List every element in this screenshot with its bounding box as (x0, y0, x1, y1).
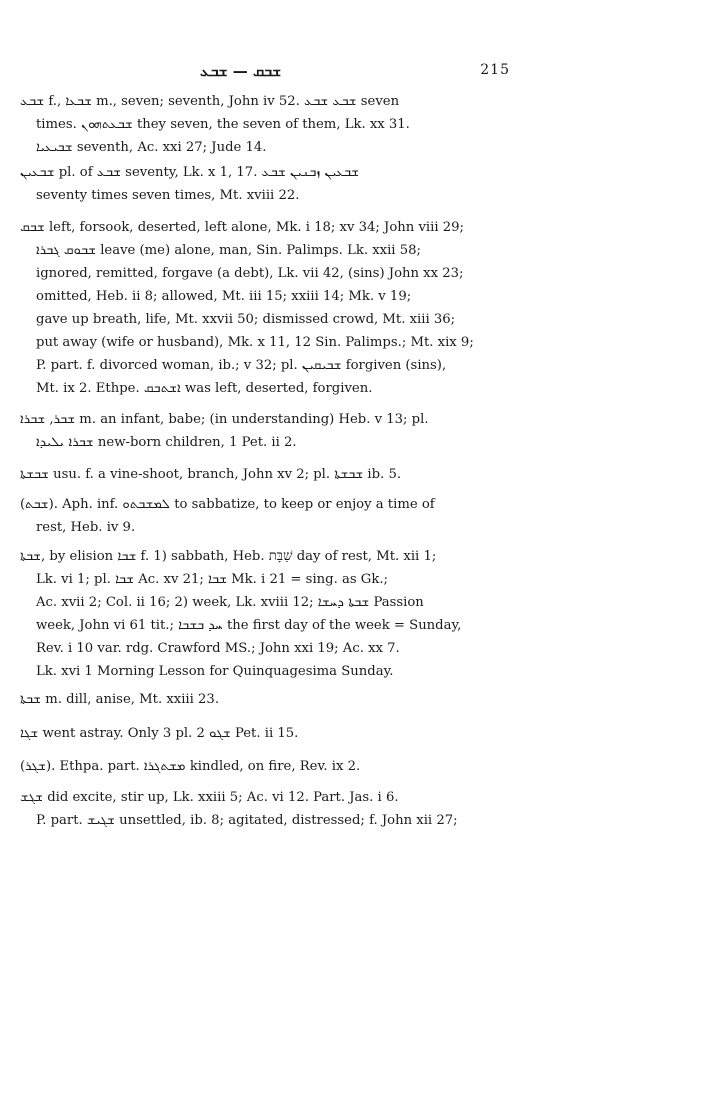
entry-line: ܫܒܥ f., ܫܒܥܐ m., seven; seventh, John iv 52. ܫܒܥ ܫܒܥ seven (20, 94, 400, 109)
entry-line: times. ܫܒܥܬܗܘܢ they seven, the seven of them, Lk. xx 31. (36, 117, 410, 132)
entry-seven (20, 90, 510, 159)
entry-line: (ܫܒܬ). Aph. inf. ܠܡܫܒܬܘ to sabbatize, to keep or enjoy a time of (20, 497, 435, 512)
entry-line: ܫܓܐ went astray. Only 3 pl. ܫܓܘ 2 Pet. ii 15. (20, 726, 299, 741)
entry-went-astray (20, 722, 510, 745)
entry-line: put away (wife or husband), Mk. x 11, 12 Sin. Palimps.; Mt. xix 9; (36, 335, 474, 350)
entry-dill (20, 688, 510, 711)
entry-left-forsook (20, 216, 510, 400)
entry-seventy (20, 161, 510, 207)
entry-line: ܫܒܩ left, forsook, deserted, left alone, Mk. i 18; xv 34; John viii 29; (20, 220, 464, 235)
entry-line: week, John vi 61 tit.; ܚܕ ܒܫܒܐ the first day of the week = Sunday, (36, 618, 462, 633)
entry-line: Rev. i 10 var. rdg. Crawford MS.; John xxi 19; Ac. xx 7. (36, 641, 400, 656)
entry-excite (20, 786, 510, 832)
page-number: 215 (480, 62, 510, 78)
entry-line: (ܫܓܪ). Ethpa. part. ܡܫܬܓܪܐ kindled, on fire, Rev. ix 2. (20, 759, 361, 774)
entry-line: ܫܒܝܥܝܐ seventh, Ac. xxi 27; Jude 14. (36, 140, 267, 155)
entry-line: Mt. ix 2. Ethpe. ܐܫܬܒܩ was left, deserted, forgiven. (36, 381, 373, 396)
entry-line: seventy times seven times, Mt. xviii 22. (36, 188, 300, 203)
entry-line: P. part. ܫܓܝܫ unsettled, ib. 8; agitated, distressed; f. John xii 27; (36, 813, 458, 828)
entry-infant (20, 408, 510, 454)
running-header (200, 62, 510, 80)
entry-line: P. part. f. divorced woman, ib.; v 32; pl. ܫܒܝܩܝܢ forgiven (sins), (36, 358, 447, 373)
entry-line: ܫܒܥܝܢ pl. of ܫܒܥ seventy, Lk. x 1, 17. ܫܒܥܝܢ ܙܒܢܝܢ ܫܒܥ (20, 165, 360, 180)
entry-line: ܫܒܪ, ܫܒܪܐ m. an infant, babe; (in understanding) Heb. v 13; pl. (20, 412, 429, 427)
entry-line: ܫܒܬܐ m. dill, anise, Mt. xxiii 23. (20, 692, 220, 707)
entry-line: omitted, Heb. ii 8; allowed, Mt. iii 15; xxiii 14; Mk. v 19; (36, 289, 412, 304)
entry-line: Ac. xvii 2; Col. ii 16; 2) week, Lk. xviii 12; ܫܒܬܐ ܕܚܫܐ Passion (36, 595, 424, 610)
entry-vine-shoot (20, 463, 510, 486)
entry-kindled (20, 755, 510, 778)
entry-line: ܫܒܫܬܐ usu. f. a vine-shoot, branch, John xv 2; pl. ܫܒܫܬܐ ib. 5. (20, 467, 402, 482)
entry-sabbath (20, 545, 510, 683)
entry-line: Lk. vi 1; pl. ܫܒܐ Ac. xv 21; ܫܒܐ Mk. i 21 = sing. as Gk.; (36, 572, 388, 587)
entry-line: ܫܓܫ did excite, stir up, Lk. xxiii 5; Ac. vi 12. Part. Jas. i 6. (20, 790, 399, 805)
running-head-word: ܫܒܩ — ܫܒܥ (200, 62, 282, 80)
entry-line: ܫܒܬܐ, by elision ܫܒܐ f. 1) sabbath, Heb. שַׁבָּת day of rest, Mt. xii 1; (20, 549, 437, 564)
entry-line: Lk. xvi 1 Morning Lesson for Quinquagesima Sunday. (36, 664, 394, 679)
entry-line: ܫܒܪܐ ܝܠܝܕܐ new-born children, 1 Pet. ii 2. (36, 435, 297, 450)
entry-line: rest, Heb. iv 9. (36, 520, 136, 535)
entry-line: ܫܒܘܩ ܓܒܪܐ leave (me) alone, man, Sin. Palimps. Lk. xxii 58; (36, 243, 421, 258)
entry-line: gave up breath, life, Mt. xxvii 50; dismissed crowd, Mt. xiii 36; (36, 312, 456, 327)
entry-sabbatize (20, 493, 510, 539)
entry-line: ignored, remitted, forgave (a debt), Lk. vii 42, (sins) John xx 23; (36, 266, 464, 281)
